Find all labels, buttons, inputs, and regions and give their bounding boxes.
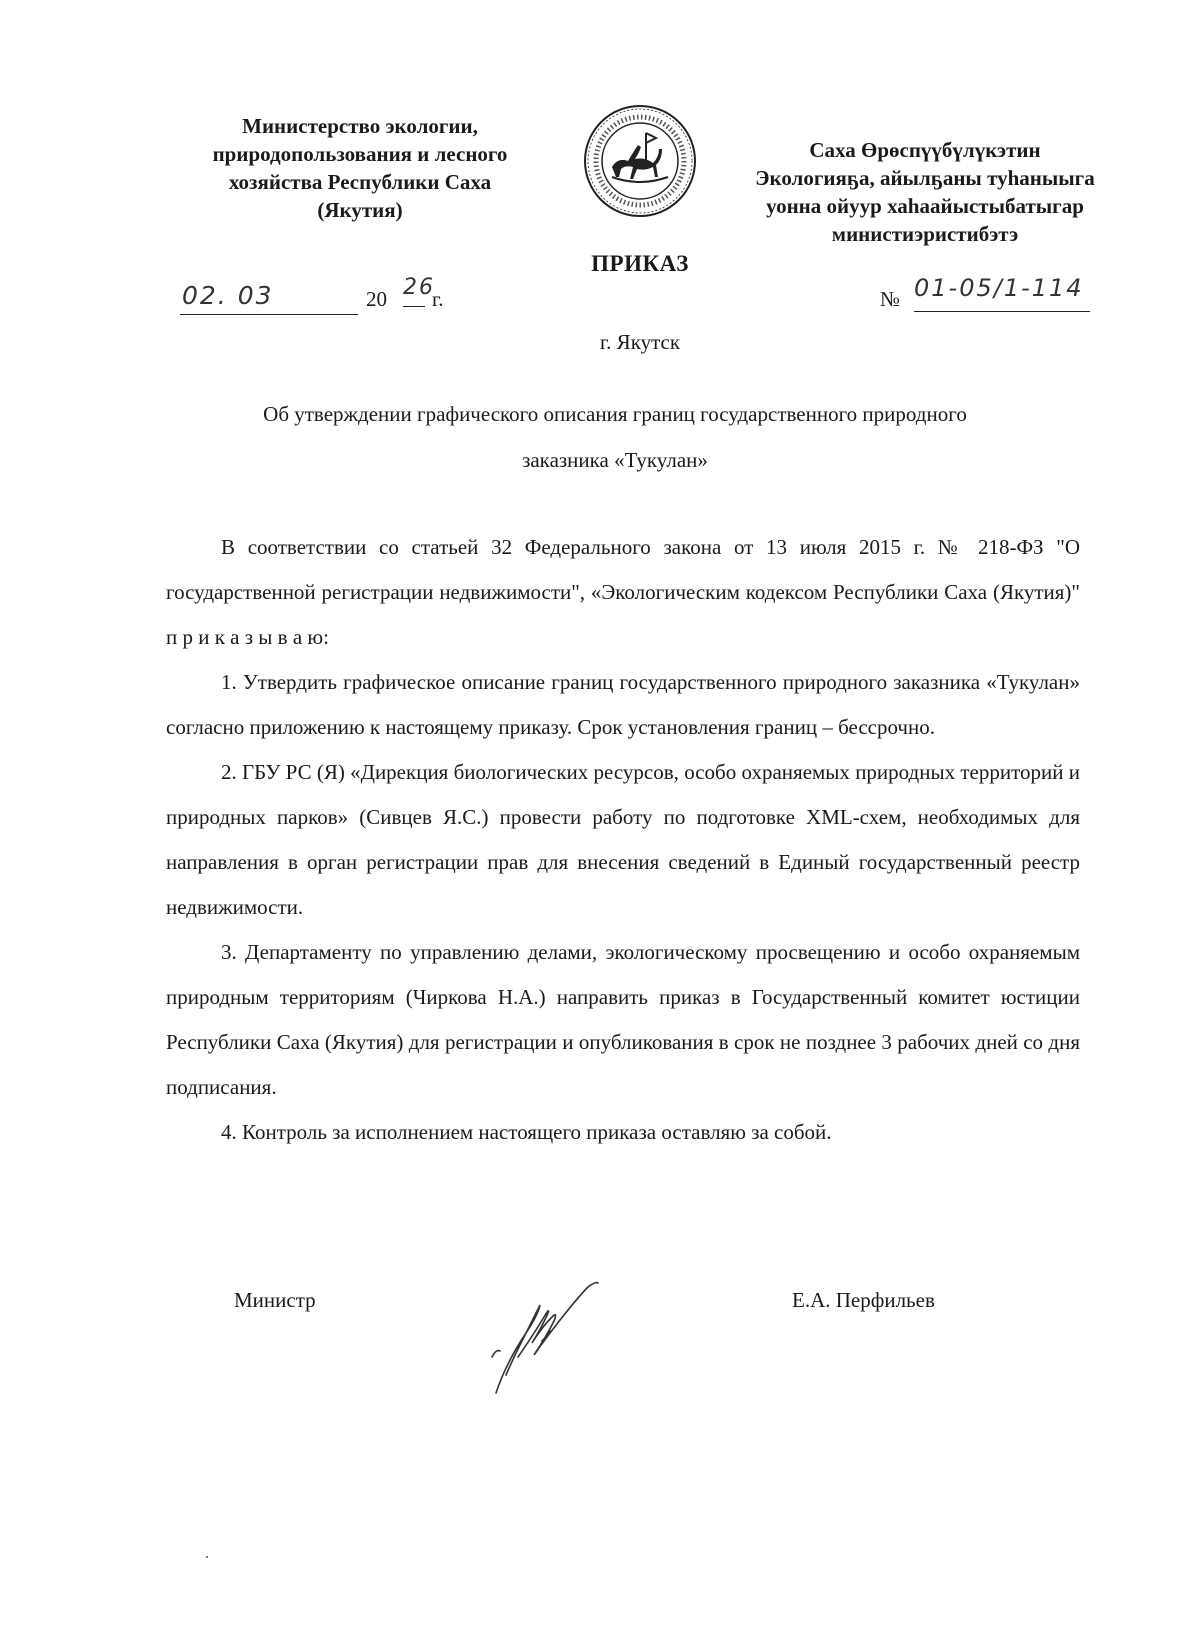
ministry-name-ru-line: хозяйства Республики Саха [228,170,492,194]
number-handwritten: 01-05/1-114 [914,274,1090,312]
handwritten-signature [488,1245,618,1405]
order-item-2: 2. ГБУ РС (Я) «Дирекция биологических ресурсов, особо охраняемых природных территорий и природных парков» (Сивцев Я.С.) провести работу по подготовке XML-схем, необходимых для направления в орган регистрации прав для внесения сведений в Единый государственный реестр недвижимости. [166,760,1080,919]
ministry-name-ru [160,112,560,224]
order-body [166,525,1080,1155]
document-title: ПРИКАЗ [591,251,689,276]
order-date [180,275,480,321]
ministry-name-sah [715,136,1135,248]
order-number [880,268,1100,316]
signatory-title: Министр [234,1288,316,1312]
order-item-1: 1. Утвердить графическое описание границ государственного природного заказника «Тукулан» согласно приложению к настоящему приказу. Срок установления границ – бессрочно. [166,670,1080,739]
number-sign: № [880,287,901,311]
ministry-name-sah-line: Экологияҕа, айылҕаны туһаныыга [755,166,1095,190]
order-item-3: 3. Департаменту по управлению делами, экологическому просвещению и особо охраняемым природным территориям (Чиркова Н.А.) направить приказ в Государственный комитет юстиции Республики Саха (Якутия) для регистрации и опубликования в срок не позднее 3 рабочих дней со дня подписания. [166,940,1080,1099]
ministry-name-ru-line: (Якутия) [317,198,403,222]
signatory-name: Е.А. Перфильев [792,1288,935,1312]
ministry-name-ru-line: Министерство экологии, [242,114,478,138]
subject-line: заказника «Тукулан» [522,448,708,472]
ministry-name-ru-line: природопользования и лесного [212,142,508,166]
ministry-name-sah-line: уонна ойуур хаһаайыстыбатыгар [766,194,1084,218]
scan-speck [206,1556,208,1558]
preamble: В соответствии со статьей 32 Федерального закона от 13 июля 2015 г. № 218-ФЗ "О государственной регистрации недвижимости", «Экологическим кодексом Республики Саха (Якутия)" п р и к а з ы в а ю: [166,535,1080,649]
order-subject [150,391,1080,483]
ministry-name-sah-line: министиэристибэтэ [831,222,1019,246]
date-handwritten: 02. 03 [180,281,358,315]
year-handwritten: 26 [403,275,425,307]
subject-line: Об утверждении графического описания границ государственного природного [263,402,967,426]
sakha-republic-emblem-icon [582,103,698,219]
order-item-4: 4. Контроль за исполнением настоящего приказа оставляю за собой. [221,1120,832,1144]
year-suffix: г. [432,287,444,311]
ministry-name-sah-line: Саха Өрөспүүбүлүкэтин [809,138,1041,162]
city: г. Якутск [599,330,681,354]
year-prefix: 20 [366,287,387,311]
